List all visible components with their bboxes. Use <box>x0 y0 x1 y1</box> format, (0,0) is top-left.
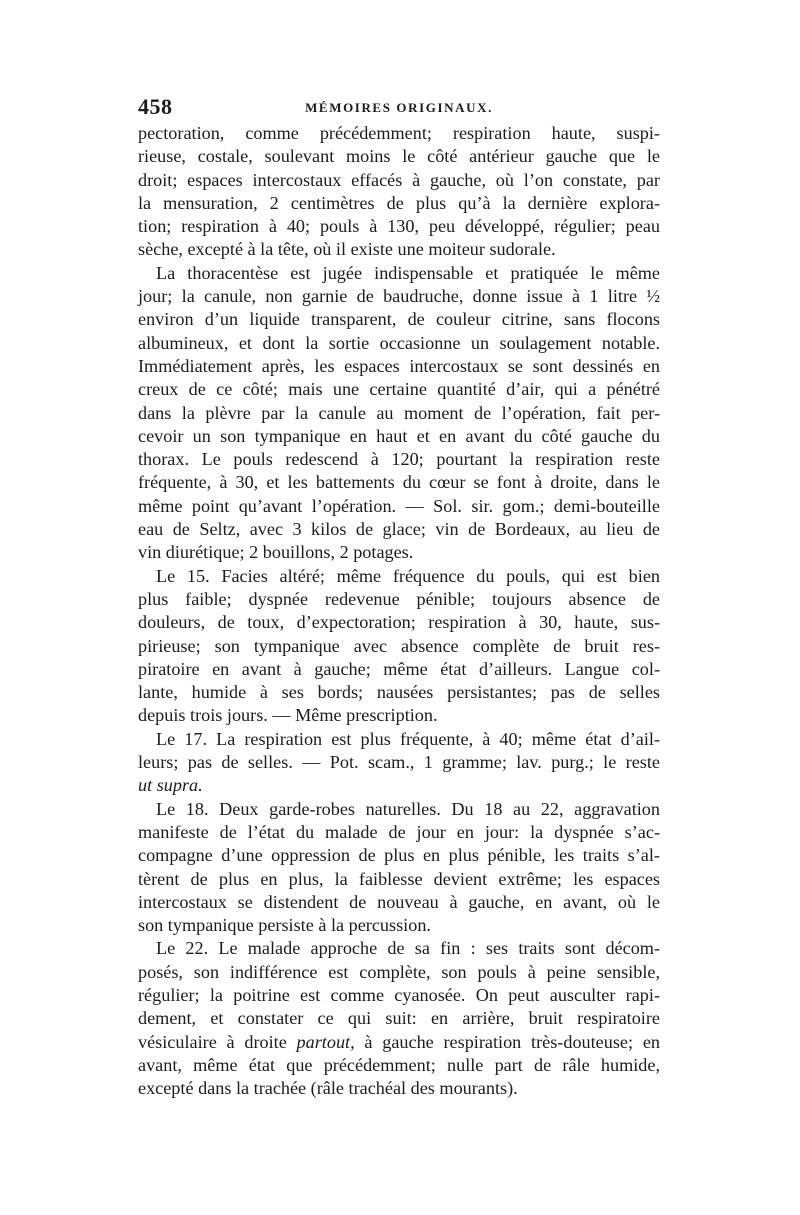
paragraph <box>138 122 660 262</box>
text-line: Immédiatement après, les espaces intercostaux se sont dessinés en <box>138 355 660 376</box>
text-line: sèche, excepté à la tête, où il existe une moiteur sudorale. <box>138 239 556 260</box>
text-line: la mensuration, 2 centimètres de plus qu’à la dernière explora- <box>138 192 660 213</box>
text-line: dement, et constater ce qui suit: en arrière, bruit respiratoire <box>138 1008 660 1029</box>
text-line: plus faible; dyspnée redevenue pénible; toujours absence de <box>138 588 660 609</box>
text-line: dans la plèvre par la canule au moment de l’opération, fait per- <box>138 402 660 423</box>
text-line: avant, même état que précédemment; nulle part de râle humide, <box>138 1054 660 1075</box>
text-line: Le 22. Le malade approche de sa fin : ses traits sont décom- <box>156 938 660 959</box>
running-head: MÉMOIRES ORIGINAUX. <box>305 100 493 115</box>
text-line: creux de ce côté; mais une certaine quantité d’air, qui a pénétré <box>138 379 660 400</box>
text-line: La thoracentèse est jugée indispensable et pratiquée le même <box>156 262 660 283</box>
paragraph <box>138 728 660 798</box>
text-line: rieuse, costale, soulevant moins le côté antérieur gauche que le <box>138 146 660 167</box>
text-line <box>138 1031 660 1054</box>
paragraph <box>138 798 660 938</box>
body-text <box>138 122 660 1100</box>
book-page <box>138 94 660 1100</box>
text-line: depuis trois jours. — Même prescription. <box>138 705 438 726</box>
paragraph <box>138 262 660 565</box>
text-line: posés, son indifférence est complète, son pouls à peine sensible, <box>138 961 660 982</box>
text-line <box>138 774 660 797</box>
text-line: pectoration, comme précédemment; respiration haute, suspi- <box>138 123 660 143</box>
text-line: Le 17. La respiration est plus fréquente, à 40; même état d’ail- <box>156 728 660 749</box>
italic-text: partout, <box>296 1031 355 1052</box>
text-line: Le 18. Deux garde-robes naturelles. Du 18 au 22, aggravation <box>156 798 660 819</box>
text-line: pirieuse; son tympanique avec absence complète de bruit res- <box>138 635 660 656</box>
text-line: manifeste de l’état du malade de jour en jour: la dyspnée s’ac- <box>138 821 660 842</box>
text-line: eau de Seltz, avec 3 kilos de glace; vin de Bordeaux, au lieu de <box>138 519 660 540</box>
text-line: jour; la canule, non garnie de baudruche, donne issue à 1 litre ½ <box>138 286 660 307</box>
paragraph <box>138 937 660 1100</box>
text-line: régulier; la poitrine est comme cyanosée. On peut ausculter rapi- <box>138 984 660 1005</box>
text-line: cevoir un son tympanique en haut et en avant du côté gauche du <box>138 425 660 446</box>
text-line: même point qu’avant l’opération. — Sol. sir. gom.; demi-bouteille <box>138 495 660 516</box>
text-line: fréquente, à 30, et les battements du cœur se font à droite, dans le <box>138 472 660 493</box>
page-number: 458 <box>138 94 173 119</box>
text-line: droit; espaces intercostaux effacés à gauche, où l’on constate, par <box>138 169 660 190</box>
text-line: tion; respiration à 40; pouls à 130, peu développé, régulier; peau <box>138 216 660 237</box>
text-line: douleurs, de toux, d’expectoration; respiration à 30, haute, sus- <box>138 612 660 633</box>
text-line: thorax. Le pouls redescend à 120; pourtant la respiration reste <box>138 449 660 470</box>
text-line: environ d’un liquide transparent, de couleur citrine, sans flocons <box>138 309 660 330</box>
paragraph <box>138 565 660 728</box>
text-line: intercostaux se distendent de nouveau à gauche, en avant, où le <box>138 891 660 912</box>
text-line: tèrent de plus en plus, la faiblesse devient extrême; les espaces <box>138 868 660 889</box>
text-line: piratoire en avant à gauche; même état d’ailleurs. Langue col- <box>138 658 660 679</box>
text-line: vin diurétique; 2 bouillons, 2 potages. <box>138 542 414 563</box>
text-segment: à gauche respiration très-douteuse; en <box>354 1031 660 1052</box>
text-segment: vésiculaire à droite <box>138 1031 297 1052</box>
text-line: albumineux, et dont la sortie occasionne un soulagement notable. <box>138 332 660 353</box>
text-line: Le 15. Facies altéré; même fréquence du pouls, qui est bien <box>156 565 660 586</box>
italic-text: ut supra. <box>138 775 203 796</box>
text-line: excepté dans la trachée (râle trachéal des mourants). <box>138 1078 518 1099</box>
page-header <box>138 94 660 122</box>
text-line: lante, humide à ses bords; nausées persistantes; pas de selles <box>138 682 660 703</box>
text-line: son tympanique persiste à la percussion. <box>138 915 431 936</box>
text-line: leurs; pas de selles. — Pot. scam., 1 gramme; lav. purg.; le reste <box>138 752 660 773</box>
text-line: compagne d’une oppression de plus en plus pénible, les traits s’al- <box>138 845 660 866</box>
